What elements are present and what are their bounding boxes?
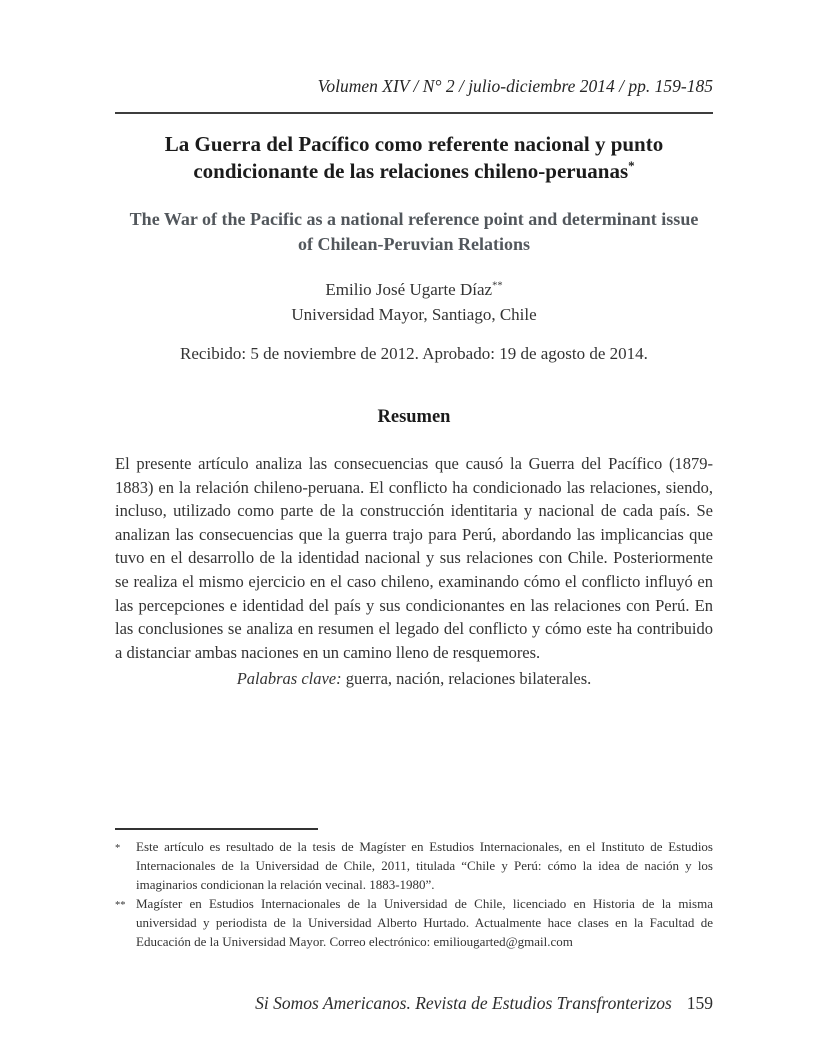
footnote-divider-rule xyxy=(115,828,318,830)
footnote-marker: * xyxy=(115,843,121,854)
footer-page-number: 159 xyxy=(686,993,713,1013)
author-name: Emilio José Ugarte Díaz** xyxy=(325,280,503,299)
article-title-english xyxy=(115,207,713,257)
received-approved-dates: Recibido: 5 de noviembre de 2012. Aprobado: 19 de agosto de 2014. xyxy=(180,344,648,363)
article-title-en-line1: The War of the Pacific as a national reference point and determinant issue xyxy=(129,209,699,229)
footnote-item xyxy=(115,837,713,894)
title-footnote-mark: * xyxy=(628,158,635,173)
author-affiliation: Universidad Mayor, Santiago, Chile xyxy=(291,305,537,324)
footnotes-section xyxy=(115,828,713,951)
footer-journal-name: Si Somos Americanos. Revista de Estudios Transfronterizos xyxy=(255,993,672,1013)
header-divider-rule xyxy=(115,112,713,114)
page-footer xyxy=(115,993,713,1014)
article-title-es-line1: La Guerra del Pacífico como referente nacional y punto xyxy=(164,132,664,156)
journal-volume-header: Volumen XIV / N° 2 / julio-diciembre 2014 / pp. 159-185 xyxy=(317,76,713,96)
footnote-item xyxy=(115,894,713,951)
author-footnote-mark: ** xyxy=(492,280,503,292)
article-title-spanish xyxy=(115,131,713,185)
article-title-en-line2: of Chilean-Peruvian Relations xyxy=(298,234,530,254)
footnote-text: Este artículo es resultado de la tesis de Magíster en Estudios Internacionales, en el Instituto de Estudios Internacionales de la Universidad de Chile, 2011, titulada “Chile y Perú: cómo la idea de nación y los imaginarios condicionan la relación vecinal. 1883-1980”. xyxy=(136,839,713,892)
keywords-line xyxy=(115,669,713,689)
footnote-marker: ** xyxy=(115,900,126,911)
abstract-heading: Resumen xyxy=(377,407,451,427)
abstract-paragraph: El presente artículo analiza las consecuencias que causó la Guerra del Pacífico (1879-1883) en la relación chileno-peruana. El conflicto ha condicionado las relaciones, siendo, incluso, utilizado como parte de la construcción identitaria y nacional de cada país. Se analizan las consecuencias que la guerra trajo para Perú, abordando las implicancias que tuvo en el desarrollo de la identidad nacional y sus relaciones con Chile. Posteriormente se realiza el mismo ejercicio en el caso chileno, examinando cómo el conflicto influyó en las percepciones e identidad del país y sus condicionantes en las relaciones con Perú. En las conclusiones se analiza en resumen el legado del conflicto y cómo este ha contribuido a distanciar ambas naciones en un camino lleno de resquemores. xyxy=(115,454,713,662)
keywords-value: guerra, nación, relaciones bilaterales. xyxy=(341,669,592,688)
article-title-es-line2: condicionante de las relaciones chileno-peruanas xyxy=(193,159,629,183)
keywords-label: Palabras clave: xyxy=(236,669,342,688)
footnote-text: Magíster en Estudios Internacionales de la Universidad de Chile, licenciado en Historia de la misma universidad y periodista de la Universidad Alberto Hurtado. Actualmente hace clases en la Facultad de Educación de la Universidad Mayor. Correo electrónico: emiliougarted@gmail.com xyxy=(136,896,713,949)
author-block xyxy=(115,277,713,327)
